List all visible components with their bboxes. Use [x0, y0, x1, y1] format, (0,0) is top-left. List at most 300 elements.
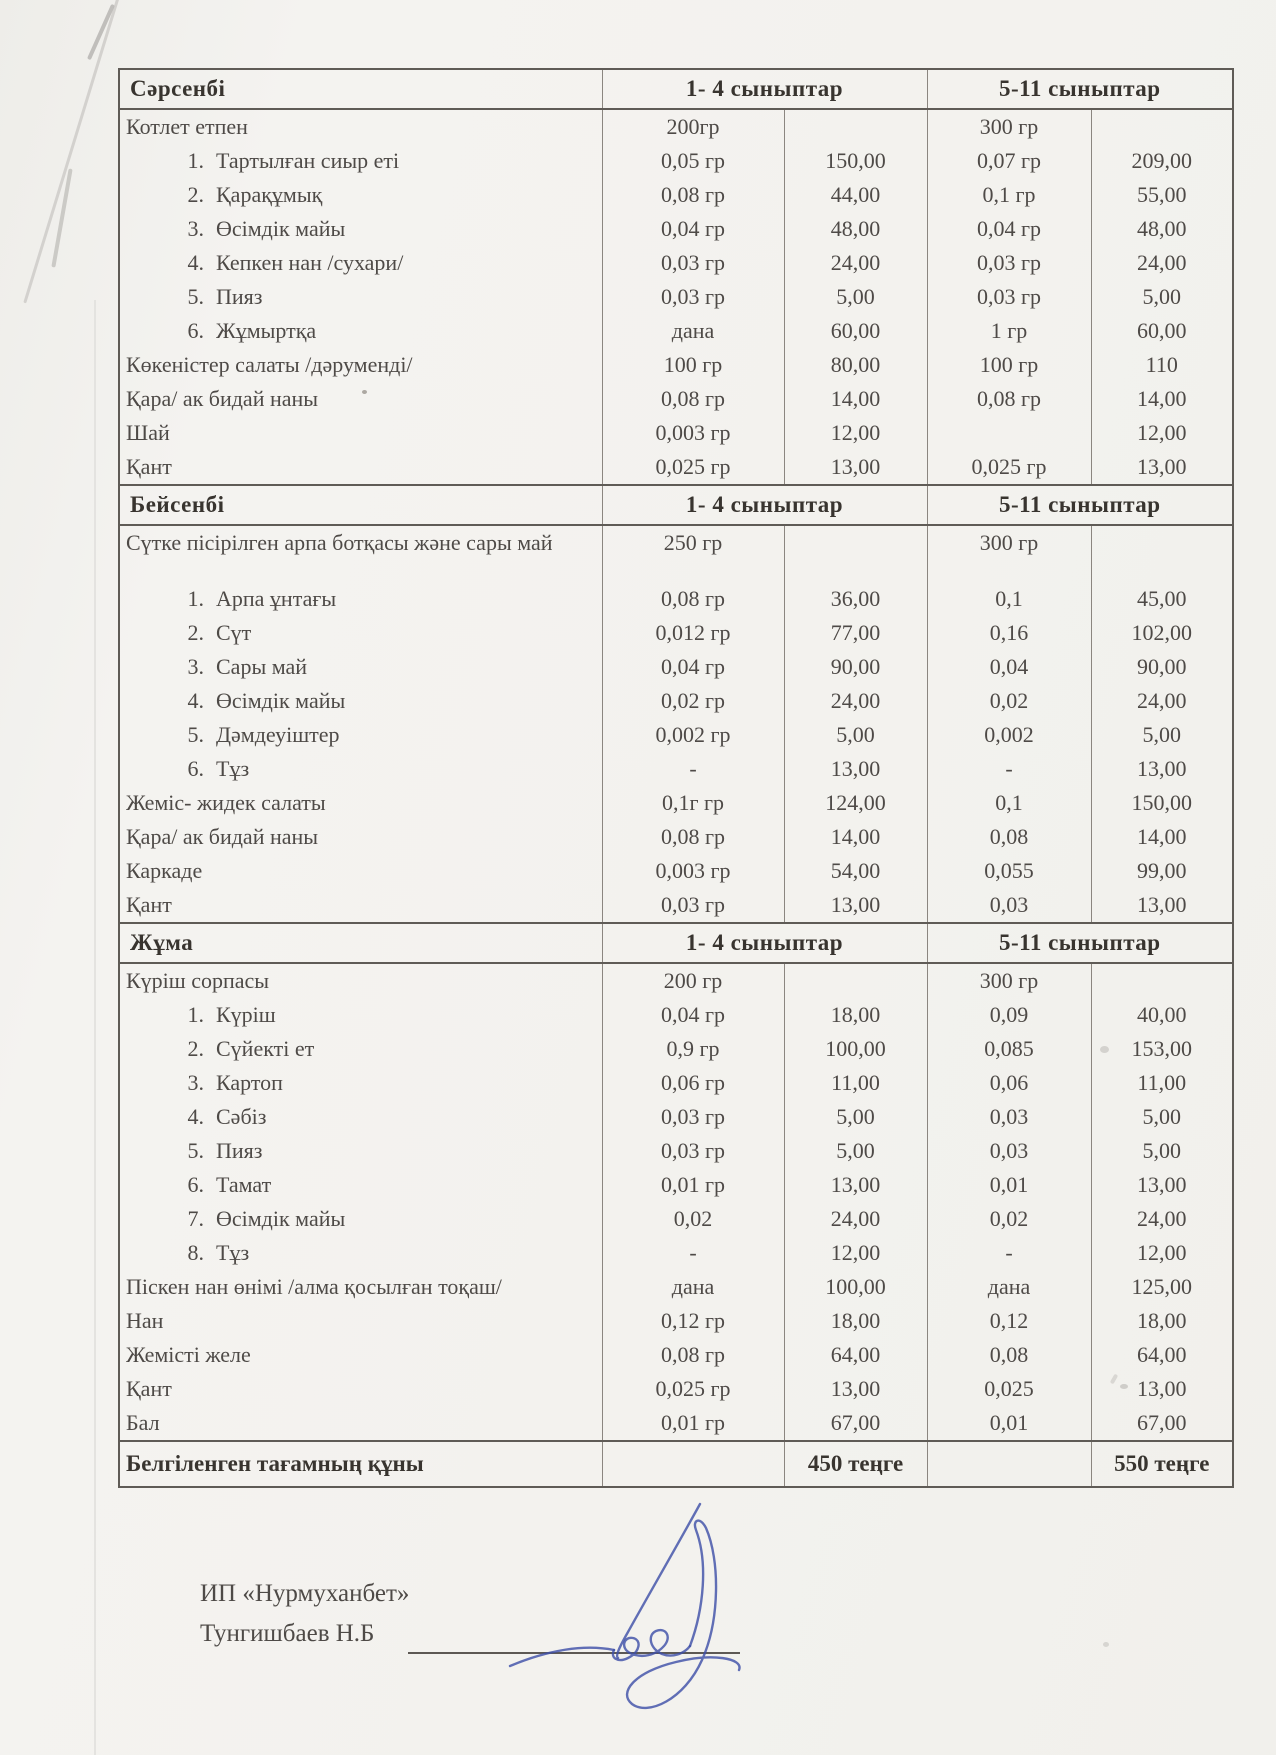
- price-5-11-cell: 13,00: [1091, 1168, 1233, 1202]
- item-number: 5.: [187, 722, 204, 747]
- table-row: [119, 212, 1233, 246]
- qty-1-4-cell: дана: [602, 1270, 784, 1304]
- qty-5-11-cell: 0,02: [927, 684, 1091, 718]
- dish-name-cell: [119, 348, 602, 382]
- table-row: [119, 1032, 1233, 1066]
- price-1-4-cell: 150,00: [784, 144, 927, 178]
- qty-1-4-cell: 0,08 гр: [602, 382, 784, 416]
- price-1-4-cell: 24,00: [784, 246, 927, 280]
- table-row: [119, 348, 1233, 382]
- price-5-11-cell: 60,00: [1091, 314, 1233, 348]
- qty-5-11-cell: 0,02: [927, 1202, 1091, 1236]
- qty-1-4-cell: -: [602, 1236, 784, 1270]
- item-number: 2.: [187, 1036, 204, 1061]
- price-1-4-cell: 64,00: [784, 1338, 927, 1372]
- item-number: 6.: [187, 318, 204, 343]
- item-number: 4.: [187, 1104, 204, 1129]
- item-label: Тамат: [216, 1172, 272, 1197]
- table-row: [119, 786, 1233, 820]
- qty-1-4-cell: 0,02: [602, 1202, 784, 1236]
- price-1-4-cell: 100,00: [784, 1032, 927, 1066]
- table-row: [119, 1066, 1233, 1100]
- price-5-11-cell: 55,00: [1091, 178, 1233, 212]
- dish-name-cell: [119, 718, 602, 752]
- qty-1-4-cell: 0,03 гр: [602, 1100, 784, 1134]
- dish-name-cell: [119, 1406, 602, 1441]
- dish-name-cell: [119, 684, 602, 718]
- qty-1-4-cell: 0,9 гр: [602, 1032, 784, 1066]
- item-label: Жеміс- жидек салаты: [126, 790, 326, 815]
- item-label: Картоп: [216, 1070, 283, 1095]
- qty-5-11-cell: 0,1: [927, 582, 1091, 616]
- item-label: Арпа ұнтағы: [216, 586, 337, 611]
- item-label: Каркаде: [126, 858, 203, 883]
- qty-5-11-cell: 0,03: [927, 1134, 1091, 1168]
- item-label: Қара/ ак бидай наны: [126, 824, 319, 849]
- qty-1-4-cell: 0,003 гр: [602, 854, 784, 888]
- price-5-11-cell: 110: [1091, 348, 1233, 382]
- qty-5-11-cell: 0,09: [927, 998, 1091, 1032]
- table-row: [119, 650, 1233, 684]
- scan-crease-mark: [51, 168, 72, 267]
- table-row: [119, 1270, 1233, 1304]
- grades-1-4-header: 1- 4 сыныптар: [602, 923, 927, 963]
- day-name: Бейсенбі: [119, 485, 602, 525]
- qty-5-11-cell: [927, 416, 1091, 450]
- school-menu-table: [118, 68, 1234, 1488]
- qty-5-11-cell: 0,04 гр: [927, 212, 1091, 246]
- qty-1-4-cell: 0,08 гр: [602, 178, 784, 212]
- item-label: Шай: [126, 420, 170, 445]
- dish-name-cell: [119, 1338, 602, 1372]
- item-number: 1.: [187, 1002, 204, 1027]
- scan-crease-mark: [87, 4, 115, 60]
- price-5-11-cell: 153,00: [1091, 1032, 1233, 1066]
- item-number: 6.: [187, 1172, 204, 1197]
- item-number: 1.: [187, 148, 204, 173]
- item-number: 4.: [187, 688, 204, 713]
- item-number: 6.: [187, 756, 204, 781]
- item-number: 2.: [187, 620, 204, 645]
- signature-block: [0, 1560, 1276, 1755]
- qty-5-11-cell: 0,03 гр: [927, 280, 1091, 314]
- price-5-11-cell: 13,00: [1091, 888, 1233, 923]
- item-label: Кепкен нан /сухари/: [216, 250, 404, 275]
- grades-5-11-header: 5-11 сыныптар: [927, 485, 1233, 525]
- price-5-11-cell: 14,00: [1091, 382, 1233, 416]
- qty-1-4-cell: 0,02 гр: [602, 684, 784, 718]
- price-1-4-cell: 13,00: [784, 888, 927, 923]
- qty-1-4-cell: 0,12 гр: [602, 1304, 784, 1338]
- table-row: [119, 1406, 1233, 1441]
- dish-name-cell: [119, 854, 602, 888]
- total-row: [119, 1441, 1233, 1487]
- item-number: 8.: [187, 1240, 204, 1265]
- item-label: Сүтке пісірілген арпа ботқасы және сары май: [126, 530, 553, 555]
- qty-5-11-cell: 0,08: [927, 820, 1091, 854]
- price-1-4-cell: [784, 963, 927, 998]
- qty-1-4-cell: 0,025 гр: [602, 450, 784, 485]
- table-row: [119, 1236, 1233, 1270]
- item-label: Бал: [126, 1410, 160, 1435]
- qty-5-11-cell: 0,12: [927, 1304, 1091, 1338]
- qty-5-11-cell: 0,16: [927, 616, 1091, 650]
- price-1-4-cell: 5,00: [784, 718, 927, 752]
- dish-name-cell: [119, 1372, 602, 1406]
- price-1-4-cell: 13,00: [784, 1372, 927, 1406]
- dish-name-cell: [119, 1270, 602, 1304]
- scan-crease-mark: [23, 0, 119, 303]
- qty-1-4-cell: 0,012 гр: [602, 616, 784, 650]
- item-label: Өсімдік майы: [216, 1206, 346, 1231]
- item-number: 5.: [187, 1138, 204, 1163]
- price-5-11-cell: 48,00: [1091, 212, 1233, 246]
- signatory-name: Тунгишбаев Н.Б: [200, 1620, 375, 1647]
- price-5-11-cell: 12,00: [1091, 1236, 1233, 1270]
- qty-1-4-cell: дана: [602, 314, 784, 348]
- qty-5-11-cell: 0,06: [927, 1066, 1091, 1100]
- price-1-4-cell: 36,00: [784, 582, 927, 616]
- table-row: [119, 684, 1233, 718]
- price-5-11-cell: 14,00: [1091, 820, 1233, 854]
- table-row: [119, 998, 1233, 1032]
- table-row: [119, 1168, 1233, 1202]
- section-friday: [119, 923, 1233, 1441]
- qty-5-11-cell: 0,025 гр: [927, 450, 1091, 485]
- qty-1-4-cell: 0,03 гр: [602, 280, 784, 314]
- price-5-11-cell: 102,00: [1091, 616, 1233, 650]
- qty-1-4-cell: 0,03 гр: [602, 246, 784, 280]
- item-label: Пияз: [216, 1138, 263, 1163]
- qty-1-4-cell: 0,08 гр: [602, 582, 784, 616]
- price-1-4-cell: 13,00: [784, 752, 927, 786]
- item-label: Көкеністер салаты /дәруменді/: [126, 352, 413, 377]
- item-label: Тартылған сиыр еті: [216, 148, 400, 173]
- dish-name-cell: [119, 888, 602, 923]
- table-row: [119, 963, 1233, 998]
- dish-name-cell: [119, 1168, 602, 1202]
- qty-1-4-cell: 100 гр: [602, 348, 784, 382]
- table-row: [119, 144, 1233, 178]
- price-1-4-cell: 67,00: [784, 1406, 927, 1441]
- qty-5-11-cell: -: [927, 752, 1091, 786]
- dish-name-cell: [119, 752, 602, 786]
- dish-name-cell: [119, 998, 602, 1032]
- qty-1-4-cell: 200гр: [602, 109, 784, 144]
- price-1-4-cell: 18,00: [784, 998, 927, 1032]
- qty-1-4-cell: 0,08 гр: [602, 1338, 784, 1372]
- item-label: Сары май: [216, 654, 308, 679]
- price-1-4-cell: 48,00: [784, 212, 927, 246]
- price-1-4-cell: 90,00: [784, 650, 927, 684]
- grades-1-4-header: 1- 4 сыныптар: [602, 69, 927, 109]
- qty-5-11-cell: 300 гр: [927, 109, 1091, 144]
- qty-1-4-cell: 200 гр: [602, 963, 784, 998]
- item-label: Өсімдік майы: [216, 216, 346, 241]
- dish-name-cell: [119, 246, 602, 280]
- price-5-11-cell: 12,00: [1091, 416, 1233, 450]
- qty-1-4-cell: 0,04 гр: [602, 998, 784, 1032]
- item-number: 7.: [187, 1206, 204, 1231]
- total-qty-5-11-cell: [927, 1441, 1091, 1487]
- qty-1-4-cell: 0,01 гр: [602, 1168, 784, 1202]
- price-5-11-cell: 5,00: [1091, 1134, 1233, 1168]
- price-1-4-cell: 24,00: [784, 1202, 927, 1236]
- dish-name-cell: [119, 1134, 602, 1168]
- table-row: [119, 888, 1233, 923]
- item-label: Жұмыртқа: [216, 318, 317, 343]
- dish-name-cell: [119, 382, 602, 416]
- qty-1-4-cell: 0,1г гр: [602, 786, 784, 820]
- dish-name-cell: [119, 1236, 602, 1270]
- dish-name-cell: [119, 416, 602, 450]
- dish-name-cell: [119, 616, 602, 650]
- table-row: [119, 1338, 1233, 1372]
- price-1-4-cell: 24,00: [784, 684, 927, 718]
- dish-name-cell: [119, 582, 602, 616]
- dish-name-cell: [119, 212, 602, 246]
- qty-1-4-cell: 0,002 гр: [602, 718, 784, 752]
- grades-5-11-header: 5-11 сыныптар: [927, 923, 1233, 963]
- qty-5-11-cell: дана: [927, 1270, 1091, 1304]
- qty-1-4-cell: 0,025 гр: [602, 1372, 784, 1406]
- dish-name-cell: [119, 109, 602, 144]
- price-1-4-cell: 44,00: [784, 178, 927, 212]
- price-5-11-cell: 5,00: [1091, 1100, 1233, 1134]
- qty-5-11-cell: 300 гр: [927, 525, 1091, 582]
- item-label: Өсімдік майы: [216, 688, 346, 713]
- dish-name-cell: [119, 1032, 602, 1066]
- price-5-11-cell: 64,00: [1091, 1338, 1233, 1372]
- price-1-4-cell: 11,00: [784, 1066, 927, 1100]
- item-number: 3.: [187, 654, 204, 679]
- item-number: 5.: [187, 284, 204, 309]
- item-number: 2.: [187, 182, 204, 207]
- section-header-row: [119, 923, 1233, 963]
- price-1-4-cell: 5,00: [784, 1100, 927, 1134]
- price-5-11-cell: 24,00: [1091, 246, 1233, 280]
- price-5-11-cell: [1091, 963, 1233, 998]
- price-5-11-cell: 24,00: [1091, 1202, 1233, 1236]
- price-5-11-cell: [1091, 525, 1233, 582]
- total-label: Белгіленген тағамның құны: [119, 1441, 602, 1487]
- qty-5-11-cell: 1 гр: [927, 314, 1091, 348]
- table-row: [119, 820, 1233, 854]
- price-1-4-cell: 18,00: [784, 1304, 927, 1338]
- price-1-4-cell: 124,00: [784, 786, 927, 820]
- qty-5-11-cell: 0,03: [927, 1100, 1091, 1134]
- table-row: [119, 582, 1233, 616]
- price-1-4-cell: 80,00: [784, 348, 927, 382]
- price-1-4-cell: 5,00: [784, 1134, 927, 1168]
- day-name: Сәрсенбі: [119, 69, 602, 109]
- price-5-11-cell: 209,00: [1091, 144, 1233, 178]
- price-1-4-cell: 13,00: [784, 450, 927, 485]
- price-1-4-cell: [784, 525, 927, 582]
- item-label: Жемісті желе: [126, 1342, 251, 1367]
- table-row: [119, 525, 1233, 582]
- dish-name-cell: [119, 786, 602, 820]
- price-5-11-cell: 18,00: [1091, 1304, 1233, 1338]
- qty-5-11-cell: 0,002: [927, 718, 1091, 752]
- table-row: [119, 450, 1233, 485]
- qty-1-4-cell: 0,05 гр: [602, 144, 784, 178]
- qty-5-11-cell: 100 гр: [927, 348, 1091, 382]
- qty-5-11-cell: 0,01: [927, 1406, 1091, 1441]
- price-5-11-cell: 90,00: [1091, 650, 1233, 684]
- qty-5-11-cell: 0,04: [927, 650, 1091, 684]
- price-5-11-cell: 125,00: [1091, 1270, 1233, 1304]
- dish-name-cell: [119, 450, 602, 485]
- qty-5-11-cell: 0,07 гр: [927, 144, 1091, 178]
- qty-5-11-cell: 0,1: [927, 786, 1091, 820]
- price-1-4-cell: 100,00: [784, 1270, 927, 1304]
- qty-5-11-cell: 0,1 гр: [927, 178, 1091, 212]
- price-5-11-cell: 67,00: [1091, 1406, 1233, 1441]
- price-1-4-cell: 14,00: [784, 382, 927, 416]
- price-5-11-cell: 13,00: [1091, 1372, 1233, 1406]
- qty-5-11-cell: 0,08: [927, 1338, 1091, 1372]
- dish-name-cell: [119, 963, 602, 998]
- item-number: 1.: [187, 586, 204, 611]
- price-5-11-cell: 45,00: [1091, 582, 1233, 616]
- table-row: [119, 1134, 1233, 1168]
- qty-5-11-cell: 0,025: [927, 1372, 1091, 1406]
- price-5-11-cell: 24,00: [1091, 684, 1233, 718]
- table-row: [119, 1304, 1233, 1338]
- qty-1-4-cell: 0,08 гр: [602, 820, 784, 854]
- total-price-5-11: 550 теңге: [1091, 1441, 1233, 1487]
- qty-5-11-cell: 0,03: [927, 888, 1091, 923]
- price-1-4-cell: 14,00: [784, 820, 927, 854]
- table-row: [119, 382, 1233, 416]
- price-1-4-cell: [784, 109, 927, 144]
- item-label: Пияз: [216, 284, 263, 309]
- table-row: [119, 280, 1233, 314]
- dish-name-cell: [119, 1304, 602, 1338]
- qty-1-4-cell: 0,03 гр: [602, 888, 784, 923]
- price-1-4-cell: 60,00: [784, 314, 927, 348]
- item-label: Дәмдеуіштер: [216, 722, 340, 747]
- item-label: Қант: [126, 1376, 172, 1401]
- qty-5-11-cell: 300 гр: [927, 963, 1091, 998]
- table-row: [119, 1100, 1233, 1134]
- price-5-11-cell: 13,00: [1091, 752, 1233, 786]
- table-row: [119, 178, 1233, 212]
- section-wednesday: [119, 69, 1233, 485]
- item-label: Қара/ ак бидай наны: [126, 386, 319, 411]
- item-label: Піскен нан өнімі /алма қосылған тоқаш/: [126, 1274, 502, 1299]
- price-1-4-cell: 12,00: [784, 416, 927, 450]
- table-row: [119, 1372, 1233, 1406]
- item-label: Тұз: [216, 756, 250, 781]
- table-row: [119, 752, 1233, 786]
- price-5-11-cell: 11,00: [1091, 1066, 1233, 1100]
- item-label: Қарақұмық: [216, 182, 323, 207]
- item-label: Котлет етпен: [126, 114, 248, 139]
- dish-name-cell: [119, 820, 602, 854]
- dish-name-cell: [119, 650, 602, 684]
- price-1-4-cell: 13,00: [784, 1168, 927, 1202]
- table-row: [119, 109, 1233, 144]
- table-row: [119, 718, 1233, 752]
- price-1-4-cell: 77,00: [784, 616, 927, 650]
- dish-name-cell: [119, 525, 602, 582]
- qty-5-11-cell: 0,055: [927, 854, 1091, 888]
- price-5-11-cell: 5,00: [1091, 718, 1233, 752]
- dish-name-cell: [119, 280, 602, 314]
- qty-1-4-cell: 0,04 гр: [602, 212, 784, 246]
- item-number: 4.: [187, 250, 204, 275]
- item-label: Сүт: [216, 620, 252, 645]
- item-label: Сүйекті ет: [216, 1036, 315, 1061]
- price-1-4-cell: 54,00: [784, 854, 927, 888]
- table-row: [119, 1202, 1233, 1236]
- total-price-1-4: 450 теңге: [784, 1441, 927, 1487]
- grades-5-11-header: 5-11 сыныптар: [927, 69, 1233, 109]
- qty-1-4-cell: -: [602, 752, 784, 786]
- qty-5-11-cell: 0,08 гр: [927, 382, 1091, 416]
- handwritten-signature: [448, 1490, 778, 1730]
- item-label: Сәбіз: [216, 1104, 267, 1129]
- section-thursday: [119, 485, 1233, 923]
- qty-5-11-cell: 0,01: [927, 1168, 1091, 1202]
- table-row: [119, 314, 1233, 348]
- item-label: Нан: [126, 1308, 164, 1333]
- section-header-row: [119, 69, 1233, 109]
- dish-name-cell: [119, 1202, 602, 1236]
- table-row: [119, 616, 1233, 650]
- total-qty-1-4-cell: [602, 1441, 784, 1487]
- price-5-11-cell: 5,00: [1091, 280, 1233, 314]
- qty-5-11-cell: -: [927, 1236, 1091, 1270]
- price-5-11-cell: 40,00: [1091, 998, 1233, 1032]
- day-name: Жұма: [119, 923, 602, 963]
- item-label: Күріш сорпасы: [126, 968, 270, 993]
- price-5-11-cell: 150,00: [1091, 786, 1233, 820]
- grades-1-4-header: 1- 4 сыныптар: [602, 485, 927, 525]
- item-label: Күріш: [216, 1002, 276, 1027]
- item-number: 3.: [187, 216, 204, 241]
- table-row: [119, 854, 1233, 888]
- table-row: [119, 416, 1233, 450]
- dish-name-cell: [119, 178, 602, 212]
- qty-5-11-cell: 0,085: [927, 1032, 1091, 1066]
- dish-name-cell: [119, 1066, 602, 1100]
- qty-1-4-cell: 0,03 гр: [602, 1134, 784, 1168]
- qty-1-4-cell: 0,003 гр: [602, 416, 784, 450]
- dish-name-cell: [119, 1100, 602, 1134]
- signatory-info: [200, 1574, 409, 1654]
- page-edge-shadow: [94, 300, 96, 1755]
- price-1-4-cell: 12,00: [784, 1236, 927, 1270]
- dish-name-cell: [119, 144, 602, 178]
- section-header-row: [119, 485, 1233, 525]
- qty-1-4-cell: 0,04 гр: [602, 650, 784, 684]
- qty-1-4-cell: 0,06 гр: [602, 1066, 784, 1100]
- dish-name-cell: [119, 314, 602, 348]
- section-total: [119, 1441, 1233, 1487]
- qty-1-4-cell: 250 гр: [602, 525, 784, 582]
- item-label: Қант: [126, 454, 172, 479]
- price-5-11-cell: [1091, 109, 1233, 144]
- item-label: Қант: [126, 892, 172, 917]
- item-number: 3.: [187, 1070, 204, 1095]
- price-5-11-cell: 13,00: [1091, 450, 1233, 485]
- item-label: Тұз: [216, 1240, 250, 1265]
- table-row: [119, 246, 1233, 280]
- qty-5-11-cell: 0,03 гр: [927, 246, 1091, 280]
